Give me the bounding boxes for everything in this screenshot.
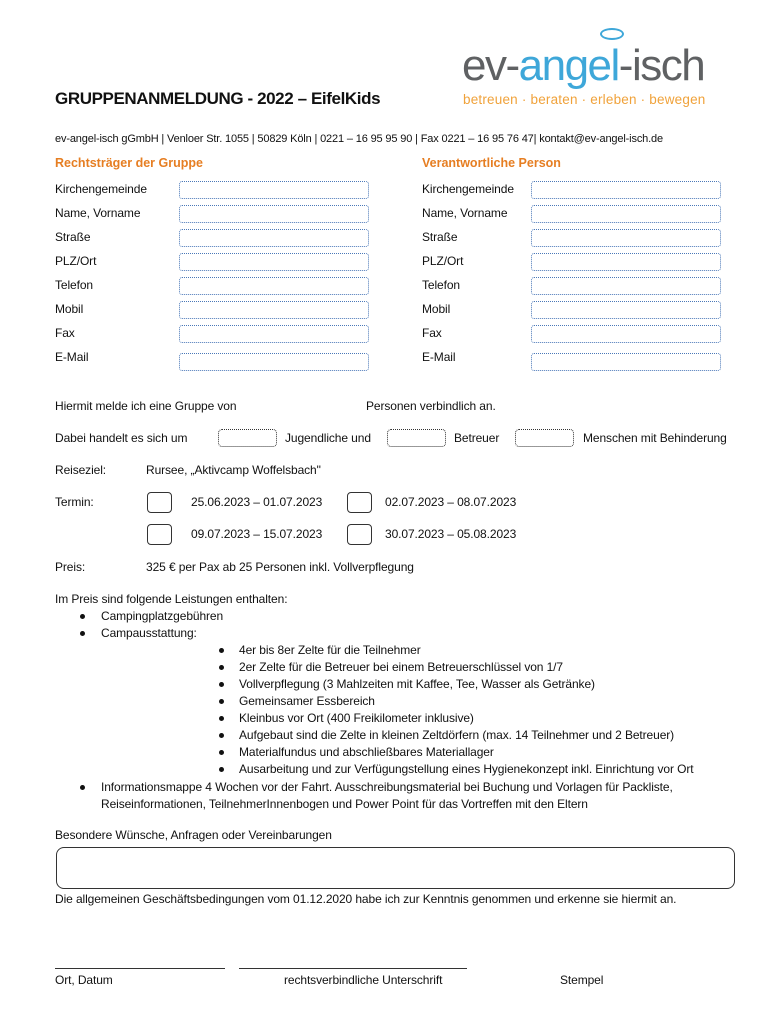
right-email-input[interactable] <box>531 353 721 371</box>
right-label-mobile: Mobil <box>422 302 451 316</box>
service-info-line-1: Informationsmappe 4 Wochen vor der Fahrt. Ausschreibungsmaterial bei Buchung und Vorlagen für Packliste, <box>101 780 673 794</box>
right-label-phone: Telefon <box>422 278 460 292</box>
bullet-icon <box>219 733 224 738</box>
equipment-item: Ausarbeitung und zur Verfügungstellung eines Hygienekonzept inkl. Einrichtung vor Ort <box>239 762 694 776</box>
youths-label: Jugendliche und <box>285 431 371 445</box>
bullet-icon <box>219 648 224 653</box>
supervisors-count-input[interactable] <box>387 429 446 447</box>
place-date-line <box>55 968 225 969</box>
bullet-icon <box>219 699 224 704</box>
logo-tagline: betreuen · beraten · erleben · bewegen <box>463 92 706 107</box>
youths-count-input[interactable] <box>218 429 277 447</box>
left-email-input[interactable] <box>179 353 369 371</box>
equipment-item: Vollverpflegung (3 Mahlzeiten mit Kaffee, Tee, Wasser als Getränke) <box>239 677 595 691</box>
right-label-street: Straße <box>422 230 458 244</box>
right-name-input[interactable] <box>531 205 721 223</box>
bullet-icon <box>80 614 85 619</box>
equipment-item: 2er Zelte für die Betreuer bei einem Betreuerschlüssel von 1/7 <box>239 660 563 674</box>
right-phone-input[interactable] <box>531 277 721 295</box>
price-value: 325 € per Pax ab 25 Personen inkl. Vollverpflegung <box>146 560 414 574</box>
right-label-zip: PLZ/Ort <box>422 254 464 268</box>
right-fax-input[interactable] <box>531 325 721 343</box>
date-option-1-checkbox[interactable] <box>147 492 172 513</box>
bullet-icon <box>219 767 224 772</box>
stamp-label: Stempel <box>560 973 604 987</box>
wishes-label: Besondere Wünsche, Anfragen oder Vereinbarungen <box>55 828 332 842</box>
date-option-2-checkbox[interactable] <box>347 492 372 513</box>
date-option-4-checkbox[interactable] <box>347 524 372 545</box>
equipment-item: Aufgebaut sind die Zelte in kleinen Zeltdörfern (max. 14 Teilnehmer und 2 Betreuer) <box>239 728 675 742</box>
left-label-zip: PLZ/Ort <box>55 254 97 268</box>
bullet-icon <box>219 682 224 687</box>
terms-text: Die allgemeinen Geschäftsbedingungen vom 01.12.2020 habe ich zur Kenntnis genommen und erkenne sie hiermit an. <box>55 892 677 906</box>
disabled-label: Menschen mit Behinderung <box>583 431 727 445</box>
signature-label: rechtsverbindliche Unterschrift <box>284 973 443 987</box>
right-zip-input[interactable] <box>531 253 721 271</box>
service-equipment: Campausstattung: <box>101 626 197 640</box>
right-label-email: E-Mail <box>422 350 456 364</box>
destination-label: Reiseziel: <box>55 463 107 477</box>
wishes-textarea[interactable] <box>56 847 735 889</box>
contact-line: ev-angel-isch gGmbH | Venloer Str. 1055 | 50829 Köln | 0221 – 16 95 95 90 | Fax 0221 – 16 95 76 47| kontakt@ev-angel-isch.de <box>55 133 663 145</box>
left-mobile-input[interactable] <box>179 301 369 319</box>
group-intro-end: Personen verbindlich an. <box>366 399 496 413</box>
bullet-icon <box>80 785 85 790</box>
disabled-count-input[interactable] <box>515 429 574 447</box>
right-section-heading: Verantwortliche Person <box>422 156 561 170</box>
left-section-heading: Rechtsträger der Gruppe <box>55 156 203 170</box>
right-label-church: Kirchengemeinde <box>422 182 514 196</box>
left-church-input[interactable] <box>179 181 369 199</box>
bullet-icon <box>219 716 224 721</box>
right-street-input[interactable] <box>531 229 721 247</box>
date-option-3-checkbox[interactable] <box>147 524 172 545</box>
equipment-item: 4er bis 8er Zelte für die Teilnehmer <box>239 643 421 657</box>
services-intro: Im Preis sind folgende Leistungen enthalten: <box>55 592 288 606</box>
left-label-church: Kirchengemeinde <box>55 182 147 196</box>
halo-icon <box>600 28 624 40</box>
right-label-name: Name, Vorname <box>422 206 508 220</box>
equipment-item: Gemeinsamer Essbereich <box>239 694 375 708</box>
equipment-item: Kleinbus vor Ort (400 Freikilometer inklusive) <box>239 711 474 725</box>
left-fax-input[interactable] <box>179 325 369 343</box>
left-label-mobile: Mobil <box>55 302 84 316</box>
form-title: GRUPPENANMELDUNG - 2022 – EifelKids <box>55 89 381 108</box>
left-street-input[interactable] <box>179 229 369 247</box>
left-label-street: Straße <box>55 230 91 244</box>
price-label: Preis: <box>55 560 86 574</box>
left-label-fax: Fax <box>55 326 75 340</box>
destination-value: Rursee, „Aktivcamp Woffelsbach" <box>146 463 321 477</box>
left-label-phone: Telefon <box>55 278 93 292</box>
signature-line <box>239 968 467 969</box>
service-camping-fees: Campingplatzgebühren <box>101 609 224 623</box>
date-option-4-label: 30.07.2023 – 05.08.2023 <box>385 527 517 541</box>
date-option-3-label: 09.07.2023 – 15.07.2023 <box>191 527 323 541</box>
left-label-name: Name, Vorname <box>55 206 141 220</box>
group-consists-label: Dabei handelt es sich um <box>55 431 188 445</box>
equipment-item: Materialfundus und abschließbares Materiallager <box>239 745 494 759</box>
right-label-fax: Fax <box>422 326 442 340</box>
right-church-input[interactable] <box>531 181 721 199</box>
supervisors-label: Betreuer <box>454 431 500 445</box>
bullet-icon <box>219 665 224 670</box>
logo <box>462 22 722 112</box>
bullet-icon <box>80 631 85 636</box>
dates-label: Termin: <box>55 495 94 509</box>
bullet-icon <box>219 750 224 755</box>
service-info-line-2: Reiseinformationen, TeilnehmerInnenbogen und Power Point für das Vortreffen mit den Eltern <box>101 797 588 811</box>
group-intro: Hiermit melde ich eine Gruppe von <box>55 399 237 413</box>
right-mobile-input[interactable] <box>531 301 721 319</box>
place-date-label: Ort, Datum <box>55 973 113 987</box>
left-phone-input[interactable] <box>179 277 369 295</box>
left-label-email: E-Mail <box>55 350 89 364</box>
date-option-2-label: 02.07.2023 – 08.07.2023 <box>385 495 517 509</box>
left-name-input[interactable] <box>179 205 369 223</box>
left-zip-input[interactable] <box>179 253 369 271</box>
logo-wordmark: ev-angel-isch <box>462 41 705 90</box>
date-option-1-label: 25.06.2023 – 01.07.2023 <box>191 495 323 509</box>
